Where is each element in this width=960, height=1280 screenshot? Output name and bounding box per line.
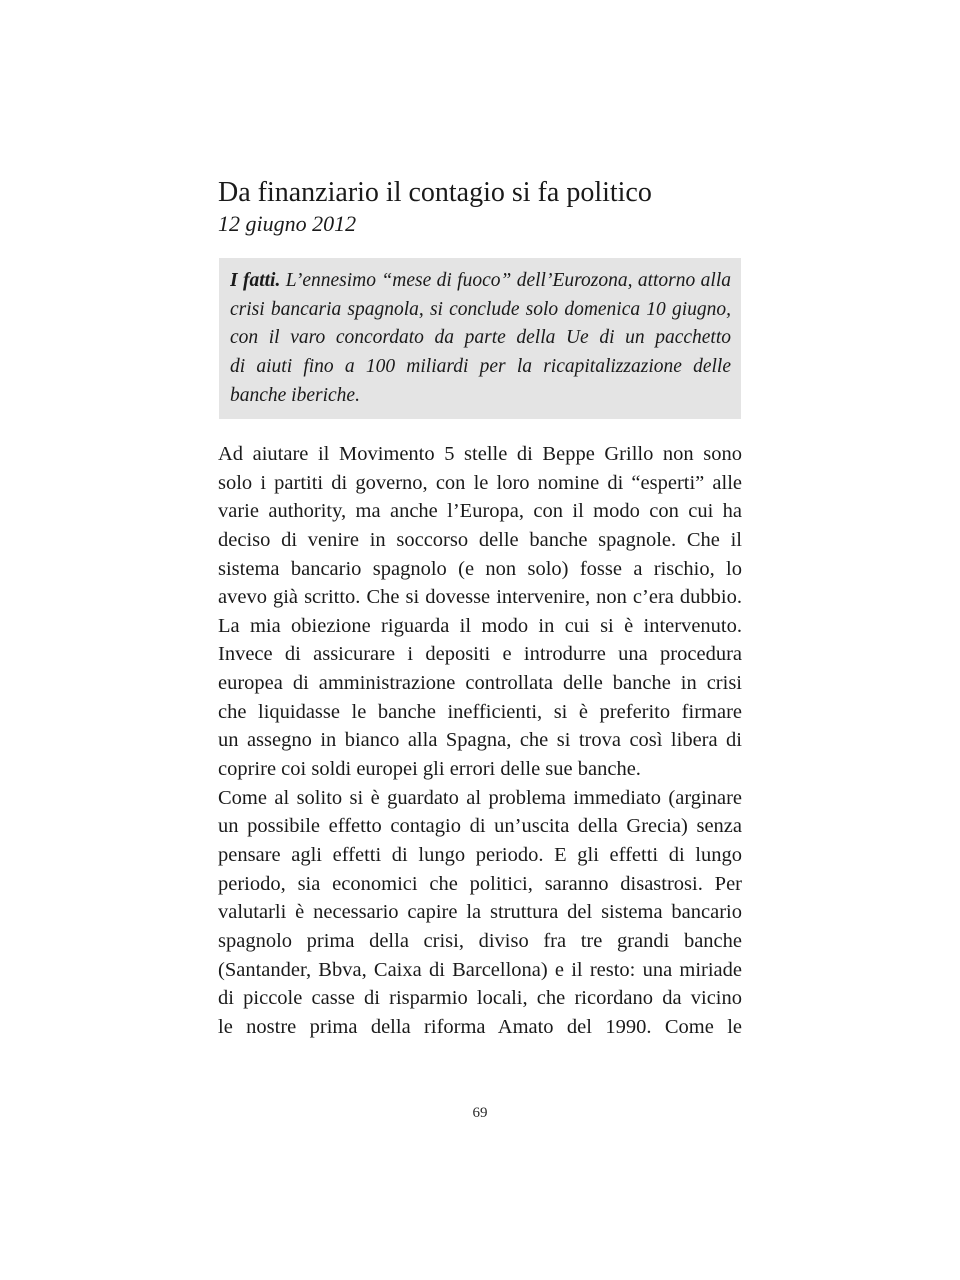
body-line: europea di amministrazione controllata delle banche in crisi	[218, 672, 742, 695]
body-text	[218, 440, 742, 1041]
body-line: spagnolo prima della crisi, diviso fra tre grandi banche	[218, 929, 742, 952]
chapter-date: 12 giugno 2012	[218, 211, 357, 236]
facts-box	[219, 258, 741, 419]
body-line: La mia obiezione riguarda il modo in cui si è intervenuto.	[218, 614, 742, 637]
facts-line: di aiuti fino a 100 miliardi per la ricapitalizzazione delle	[230, 356, 731, 378]
body-line: pensare agli effetti di lungo periodo. E gli effetti di lungo	[218, 843, 742, 866]
page-number: 69	[472, 1105, 488, 1121]
body-line: (Santander, Bbva, Caixa di Barcellona) e il resto: una miriade	[218, 958, 742, 981]
body-line: avevo già scritto. Che si dovesse intervenire, non c’era dubbio.	[218, 586, 742, 609]
body-line: deciso di venire in soccorso delle banche spagnole. Che il	[218, 528, 742, 551]
facts-line: crisi bancaria spagnola, si conclude solo domenica 10 giugno,	[230, 298, 731, 320]
body-line: coprire coi soldi europei gli errori delle sue banche.	[218, 758, 641, 781]
facts-label: I fatti.	[230, 270, 281, 291]
body-line: Ad aiutare il Movimento 5 stelle di Beppe Grillo non sono	[218, 443, 742, 465]
body-line: sistema bancario spagnolo (e non solo) fosse a rischio, lo	[218, 557, 742, 580]
facts-line	[230, 267, 731, 296]
body-line: Invece di assicurare i depositi e introdurre una procedura	[218, 643, 742, 666]
body-line: periodo, sia economici che politici, saranno disastrosi. Per	[218, 872, 742, 895]
body-line: le nostre prima della riforma Amato del 1990. Come le	[218, 1015, 742, 1038]
facts-line: banche iberiche.	[230, 384, 360, 406]
body-line: Come al solito si è guardato al problema immediato (arginare	[218, 786, 742, 809]
body-line: un possibile effetto contagio di un’uscita della Grecia) senza	[218, 815, 742, 838]
body-line: che liquidasse le banche inefficienti, si è preferito firmare	[218, 700, 742, 723]
chapter-title: Da finanziario il contagio si fa politico	[218, 177, 652, 208]
facts-line: con il varo concordato da parte della Ue di un pacchetto	[230, 327, 731, 349]
body-line: varie authority, ma anche l’Europa, con il modo con cui ha	[218, 500, 742, 523]
body-line: un assegno in bianco alla Spagna, che si trova così libera di	[218, 729, 742, 752]
facts-text: L’ennesimo “mese di fuoco” dell’Eurozona, attorno alla	[280, 270, 731, 291]
body-line: di piccole casse di risparmio locali, che ricordano da vicino	[218, 987, 742, 1010]
body-line: solo i partiti di governo, con le loro nomine di “esperti” alle	[218, 471, 742, 494]
body-line: valutarli è necessario capire la struttura del sistema bancario	[218, 901, 742, 924]
